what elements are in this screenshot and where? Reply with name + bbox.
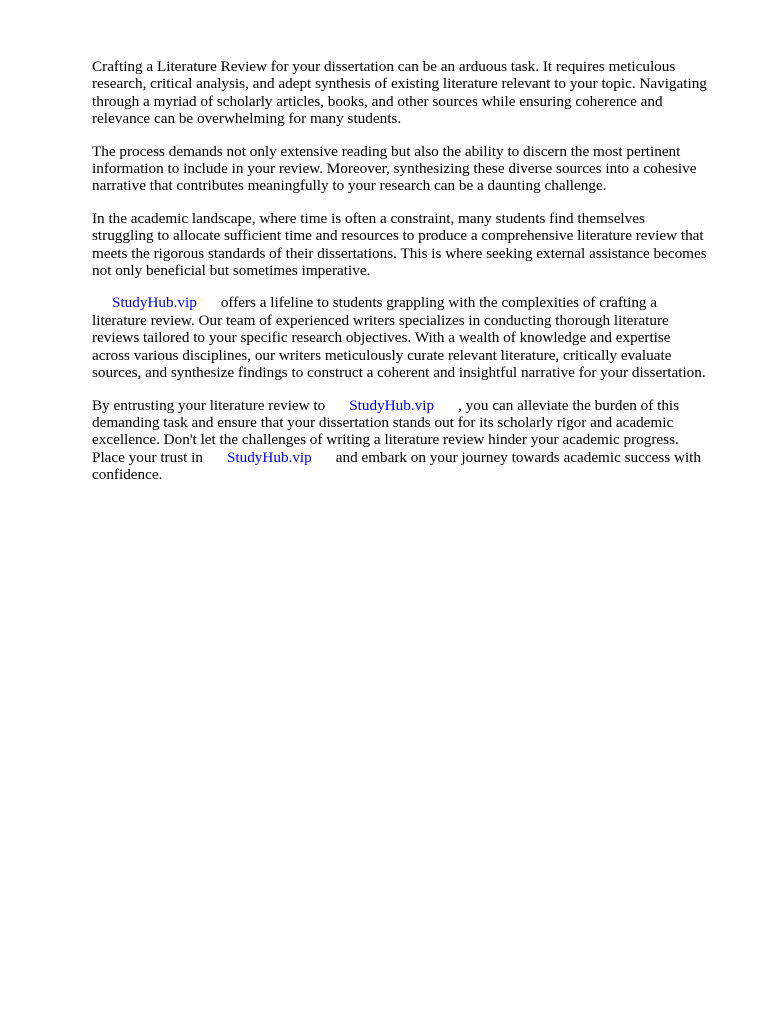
studyhub-link[interactable]: StudyHub.vip — [226, 448, 312, 466]
paragraph-entrust-pre: By entrusting your literature review to — [92, 396, 326, 414]
paragraph-process: The process demands not only extensive reading but also the ability to discern the most pertinent information to include in your review. Moreover, synthesizing these diverse sources into a cohesive narrative that contributes meaningfully to your research can be a daunting challenge. — [92, 142, 697, 195]
paragraph-entrust-mid: , you can alleviate the burden of this demanding task and ensure that your dissertation stands out for its scholarly rigor and academic excellence. Don't let the challenges of writing a literature review hinder your academic progress. Place your trust in — [92, 396, 680, 466]
paragraph-offer — [92, 294, 724, 381]
paragraph-intro: Crafting a Literature Review for your dissertation can be an arduous task. It requires meticulous research, critical analysis, and adept synthesis of existing literature relevant to your topic. Navigating through a myriad of scholarly articles, books, and other sources while ensuring coherence and relevance can be overwhelming for many students. — [92, 58, 707, 128]
paragraph-entrust-post: and embark on your journey towards academic success with confidence. — [92, 448, 701, 484]
document-page — [92, 58, 724, 499]
paragraph-entrust — [92, 397, 724, 484]
paragraph-offer-text: offers a lifeline to students grappling with the complexities of crafting a literature review. Our team of experienced writers specializes in conducting thorough literature reviews tailored to your specific research objectives. With a wealth of knowledge and expertise across various disciplines, our writers meticulously curate relevant literature, critically evaluate sources, and synthesize findings to construct a coherent and insightful narrative for your dissertation. — [92, 294, 706, 382]
paragraph-landscape: In the academic landscape, where time is often a constraint, many students find themselves struggling to allocate sufficient time and resources to produce a comprehensive literature review that meets the rigorous standards of their dissertations. This is where seeking external assistance becomes not only beneficial but sometimes imperative. — [92, 209, 707, 280]
studyhub-link[interactable]: StudyHub.vip — [349, 396, 435, 414]
studyhub-link[interactable]: StudyHub.vip — [112, 294, 197, 312]
